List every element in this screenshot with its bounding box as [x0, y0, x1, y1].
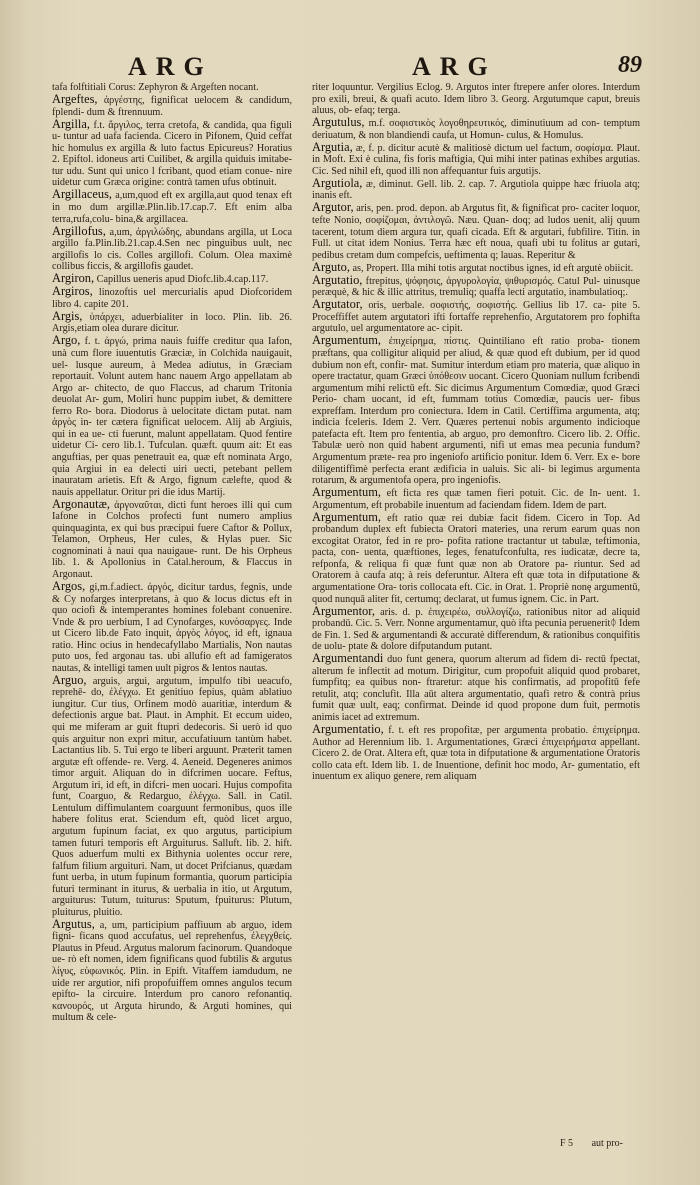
entry-headword: Argillaceus,	[52, 187, 112, 202]
dictionary-entry	[312, 82, 640, 117]
entry-text: duo funt genera, quorum alterum ad fidem di- rectū fpectat, alterum fe inflectit ad motum. Dirigitur, cum propofuit aliquid quod probaret, fumpfitq; ea quibus non- ftraretur: atque his confirmatis, ad propofitū fefe retulit, atq; conclufit. Illa aūt altera argumentatio, quafi retro & contrà prius fumit quæ uult, eaq; confirmat. Deinde id quod propone dum fuit, permotis animis iacet ad extremum.	[312, 654, 640, 723]
entry-text: arguis, argui, argutum, impulfo tibi ueacufo, reprehē- do, ἐλέγχω. Et genitiuo fepius, quàm ablatiuo iungitur. Cur tius, Orfinem modò auaritiæ, interdum & defectionis argue bat. Plaut. in Amphit. Et eccum uideo, qui me miferam ar guit ftupri dedecoris. Si uerò id quo quis arguitur non expri mitur, accufatiuum tantùm habet. Lactantius lib. 5. Tui ergo te liberi arguunt. Præterit tamen argutæ eft offende- re. Verg. 4. Aeneid. Degeneres animos timor arguit. Aliquan do in difcrimen uocare. Feftus, Argutum iri, id eft, in difcri- men uocari. Hujus compofita funt, Coarguo, & Redarguo, ἐλέγχω. Sall. in Catil. Lentulum diffimulantem coarguunt fermonibus, quos ille habere folitus erat. Sciendum eft, quòd licet arguo, argutum fupinum faciat, ex quo argutus, participium tamen futuri temporis eft Arguiturus. Salluft. lib. 2. hift. Quos aduerfum multi ex Bithynia uolentes occur rere, falfum filium arguituri. Nam, ut docet Prifcianus, quædam funt uerba, in utum fupinum formantia, quorum participia futuri terminant in iturus, & uerbalia in itio, ut Argutum, arguiturus: Tutum, tuiturus: Sputum, fpuiturus: Plutum, pluiturus, pluitio.	[52, 675, 292, 918]
dictionary-entry	[312, 175, 640, 202]
dictionary-entry	[52, 223, 293, 273]
entry-headword: Argumentum,	[312, 333, 381, 348]
entry-text: eft ficta res quæ tamen fieri potuit. Cic. de In- uent. 1. Argumentum, eft probabile inuentum ad faciendam fidem. Idem de part.	[312, 488, 641, 511]
dictionary-entry	[312, 139, 640, 178]
entry-text: gi,m.f.adiect. ἀργός, dicitur tardus, fegnis, unde & Cy nofarges interpretans, à quo & locus dictus eft in quo ociofi & intemperantes homines folebant conuenire. Vnde & pro uerbium, I ad Cynofarges, κυνόσαργες. Inde ut Cicero lib.de Fato inquit, ἀργὸς λόγος, id eft, ignaua ratio. Hinc ocius in hendecafyllabo Martialis, Non nautas puto uos, fed argonau tas. ubi allufio eft ad famigeratos nautas, & intelligi tamen uult pigros & lentos nautas.	[52, 581, 292, 674]
entry-headword: Argos,	[52, 578, 86, 593]
entry-headword: Argis,	[52, 308, 83, 323]
dictionary-entry	[312, 335, 640, 486]
entry-text: ἐπιχείρημα, πίστις. Quintiliano eft ratio proba- tionem præftans, qua colligitur aliquid per aliud, & quæ quod eft dubium, per id quod dubium non eft, confir- mat. Sumitur interdum etiam pro materia, quæ aliquo in opere tractatur, quam Græci ὑπόθεσιν uocant. Cicero Quoniam nullum fcribendi argumentum mihi relictū eft. Sic dicimus Argumentum Comœdiæ, quod Græci Perio- cham uocant, id eft, fummam totius Comœdiæ, paucis uer- fibus expreffam. Interdum pro coniectura. Idem in Catil. Certiffima argumenta, atq; indicia fceleris. Idem 2. Verr. Quæres pertenui nobis argumento indicioque patefacta eft. Item pro fententia, ab arguo, pro demonftro. Cicero lib. 2. Offic. Tabulæ uerò non quid habent argumenti, nifi ut emas mea pecunia fundum? Argumentum præte- rea pro ingeniofo artificio ponitur. Idem 6. Verr. Ex e- bore diligentiffimè perfecta erant ædificia in ualuis. Sic ali- bi legimus argumenta rotarum, & argumentofa opera, pro ingeniofis.	[312, 336, 640, 487]
entry-headword: Argonautæ,	[52, 496, 110, 511]
entry-text: æ, f. p. dicitur acutè & malitiosè dictum uel factum, σοφίσμα. Plaut. in Moft. Exi è culina, fis foris maftigia, Qui mihi inter patinas exhibes argutias. Cic. Sed nihil eft, quod illi non affequantur fuis argutijs.	[312, 142, 640, 177]
entry-text: a,um, ἀργιλώδης, abundans argilla, ut Loca argillo fa.Plin.lib.21.cap.4.Sen nec pinguibus uult, nec argillofis lo cis. Colles argillofi. Colum. Olea maximè collibus ficcis, & argillofis gaudet.	[52, 226, 293, 273]
entry-text: Capillus ueneris apud Diofc.lib.4.cap.117.	[96, 274, 269, 286]
dictionary-entry	[52, 189, 292, 225]
entry-headword: Argumentatio,	[312, 722, 384, 737]
page-footer	[560, 1138, 650, 1149]
catchword: aut pro-	[591, 1138, 623, 1149]
entry-text: f.t. ἄργιλος, terra cretofa, & candida, qua figuli u- tuntur ad uafa facienda. Cicero in Pifonem, Quid ceffat hic homulus ex argilla & luto factus Epicureus? Horatius 2. Epiftol. idoneus arti Cuilibet, & argilla quiduis imitabe- tur udu. Sunt qui unico l fcribant, quod etiam conue- nire uidetur cum Græca origine: contrà tamen ufus obtinuit.	[52, 119, 292, 189]
dictionary-entry	[312, 202, 640, 261]
entry-headword: Argillofus,	[52, 223, 106, 238]
entry-headword: Arguo,	[52, 672, 87, 687]
running-head-right: ARG	[412, 52, 497, 81]
entry-text: eft ratio quæ rei dubiæ facit fidem. Cicero in Top. Ad probandum duplex eft fubiecta Oratori materies, una rerum earum quas non excogitat Orator, fed in re pro- pofita ratione tractantur ut tabulæ, teftimonia, pacta, con- uenta, quæftiones, leges, fenatufconfulta, res iudicatæ, decre ta, refponfa, & reliqua fi quæ funt quæ non ab Oratore pa- riuntur. Sed ad Oratorem à caufa atq; à reis deferuntur. Altera eft quæ tota in difputatione & argumentatione Ora- toris collocata eft. Cic. in Orat. 1. Propriè nonę argumentū, quod nunquā aliter fit, certumq; declarat, ut fumus ignem. Cic. in Part.	[312, 512, 641, 605]
entry-headword: Argiron,	[52, 271, 95, 286]
entry-headword: Argutus,	[52, 916, 95, 931]
dictionary-entry	[52, 286, 292, 310]
entry-text: linozoftis uel mercurialis apud Diofcoridem libro 4. capite 201.	[52, 287, 293, 310]
dictionary-entry	[312, 509, 641, 605]
entry-headword: Arguto,	[312, 259, 350, 274]
entry-headword: Argumentor,	[312, 603, 375, 618]
entry-text: as, Propert. Illa mihi totis argutat noctibus ignes, id eft argutè obiicit.	[352, 262, 634, 274]
running-head	[0, 52, 700, 82]
entry-headword: Argeftes,	[52, 92, 98, 107]
right-column	[312, 82, 640, 783]
entry-text: aris. d. p. ἐπιχειρέω, συλλογίζω, rationibus nitor ad aliquid probandū. Cic. 5. Verr. Nonne argumentamur, quò ifta pecunia perueneritᛰ Idem de Fin. 1. Sed & argumentandi & accuratè differendum, & rationibus conquifitis de uolu- ptate & dolore difputandum putant.	[312, 606, 641, 653]
entry-headword: Argutia,	[312, 139, 353, 154]
entry-headword: Argo,	[52, 333, 81, 348]
entry-headword: Argutator,	[312, 297, 363, 312]
entry-text: riter loquuntur. Vergilius Eclog. 9. Argutos inter ftrepere anfer olores. Interdum pro exili, breui, & quafi acuto. Idem libro 3. Georg. Argutumque caput, breuis aluus, ob- efaq; terga.	[312, 82, 640, 117]
dictionary-entry	[52, 496, 293, 581]
entry-text: ἀργέστης, fignificat uelocem & candidum, fplendi- dum & ftrennuum.	[52, 95, 293, 118]
entry-text: ftrepitus, ψόφησις, ἀργυρολογία, ψιθυρισμός. Catul Pul- uinusque peræquè, & hic & illic attritus, tremuliq; quaffa lecti argutatio, inambulatioq;.	[312, 275, 641, 299]
dictionary-entry	[312, 487, 640, 511]
entry-text: aris, pen. prod. depon. ab Argutus fit, & fignificat pro- caciter loquor, tefte Nonio, σοφίζομαι, ἀντιλογῶ. Næu. Quan- doq; ad ludos uenit, alij quum tacerent, totum diem argura tur, quafi cicada. Eft & argutari, fubfilire. Titin. in Full. ut citat idem Nonius. Terra hæc eft noua, quafi ubi tu folitus ar gutari, pedibus cretam dum compefcis, ueftimenta q; lauas. Reperitur &	[312, 203, 640, 261]
entry-headword: Argumentandi	[312, 651, 384, 666]
entry-text: ἀργοναῦται, dicti funt heroes illi qui cum Iafone in Colchos profecti funt numero amplius quinquaginta, ex qui bus præcipui fuere Caftor & Pollux, Telamon, Orpheus, Her cules, & Hylas puer. Sic cognominati à naui qua nauigaue- runt. De his Orpheus lib. 1. & Apollonius in Catal.heroum, & Flaccus in Argonaut.	[52, 499, 293, 580]
running-head-left: ARG	[128, 52, 213, 81]
dictionary-entry	[52, 672, 292, 918]
dictionary-entry	[312, 724, 640, 783]
dictionary-entry	[52, 94, 292, 118]
dictionary-entry	[52, 116, 292, 189]
entry-text: a,um,quod eft ex argilla,aut quod tenax eft in mo dum argillæ.Plin.lib.17.cap.7. Eft enim alba terra,rufa,colu- bina,& argillacea.	[52, 190, 292, 225]
dictionary-entry	[52, 578, 292, 674]
dictionary-entry	[312, 603, 641, 653]
entry-headword: Argilla,	[52, 116, 90, 131]
signature-mark: F 5	[560, 1138, 574, 1149]
dictionary-entry	[52, 308, 293, 335]
page-number: 89	[618, 52, 642, 78]
entry-headword: Argutulus,	[312, 115, 365, 130]
dictionary-entry	[312, 653, 640, 723]
entry-headword: Argutiola,	[312, 175, 363, 190]
dictionary-entry	[52, 335, 292, 498]
dictionary-entry	[312, 272, 641, 299]
entry-text: æ, diminut. Gell. lib. 2. cap. 7. Argutiola quippe hæc friuola atq; inanis eft.	[312, 178, 640, 202]
dictionary-entry	[312, 299, 640, 335]
entry-headword: Argumentum,	[312, 485, 381, 500]
entry-text: ὑπάρχει, aduerbialiter in loco. Plin. lib. 26. Argis,etiam olea durare dicitur.	[52, 311, 293, 335]
entry-text: tafa folftitiali Corus: Zephyron & Argeften nocant.	[52, 82, 259, 93]
entry-headword: Argumentum,	[312, 509, 381, 524]
entry-headword: Argiros,	[52, 284, 93, 299]
entry-headword: Argutor,	[312, 200, 354, 215]
dictionary-entry	[312, 117, 640, 141]
entry-text: f. t. ἀργώ, prima nauis fuiffe creditur qua Iafon, unà cum flore iuuentutis Græciæ, in Colchida nauigauit, uel- lusque aureum, à Medea adiutus, in Græciam reportauit. Volunt autem hanc nauem Argo appellatam ab Argo ar- chitecto, de quo Flaccus, ad charum Tritonia deuolat Ar- gum, Moliri hunc puppim iubet, & demittere ferro Ro- bora. Diodorus à uelocitate dictam putat. nam ἀργὸς in- ter cætera fignificat uelocem. Alij ab Argiuis, qui in ea ue- cti fuerunt, malunt appellatam. Quod fentire uidetur Ci- cero lib.1. Tufculan. quæft. quum ait: Et eas anguftias, per quas penetrauit ea, quæ eft nominata Argo, quia Argiui in ea delecti uiri uecti, petebant pellem inauratam arietis. Eft & Argo, fignum cælefte, quod & nauis appellatur. Oritur pri die idus Martij.	[52, 336, 292, 498]
entry-text: f. t. eft res propofitæ, per argumenta probatio. ἐπιχείρημα. Author ad Herennium lib. 1. Argumentationes, Græci ἐπιχειρήματα appellant. Cicero 2. de Orat. Altera eft, quæ tota in difputatione & argumentatione Oratoris collo cata eft. Idem lib. 1. de Inuentione, definit hoc modo, Ar- gumentatio, eft inuentum ex aliquo genere, rem aliquam	[312, 725, 640, 783]
entry-text: oris, uerbale. σοφιστής, σοφιστής. Gellius lib 17. ca- pite 5. Proceffiffet autem argutatori ifti fortaffe reprehenfio, Argutatorem pro fophifta argutulo, uel argumentatore ac- cipit.	[312, 300, 640, 335]
entry-text: a, um, participium paffiuum ab arguo, idem figni- ficans quod accufatus, uel reprehenfus, ἐλεγχθείς. Plautus in Pfeud. Argutus malorum facinorum. Quandoque ue- rò eft nomen, idem fignificans quod fubtilis & argutus λίγυς, εὐφωνικός. Plin. in Epift. Vitaffem iamdudum, ne uide rer argutior, nifi propofuiffem omnes angulos tecum epifto- la circuire. Interdum pro canoro refonantiq. κανουρός, ut Arguta hirundo, & Arguti homines, qui multum & cele-	[52, 919, 292, 1024]
entry-text: m.f. σοφιστικὸς λογοθηρευτικός, diminutiuum ad con- temptum deriuatum, & non blandiendi caufa, ut Homun- culus, & Homulus.	[312, 118, 640, 141]
entry-headword: Argutatio,	[312, 272, 363, 287]
left-column	[52, 82, 292, 1024]
dictionary-entry	[52, 916, 292, 1024]
